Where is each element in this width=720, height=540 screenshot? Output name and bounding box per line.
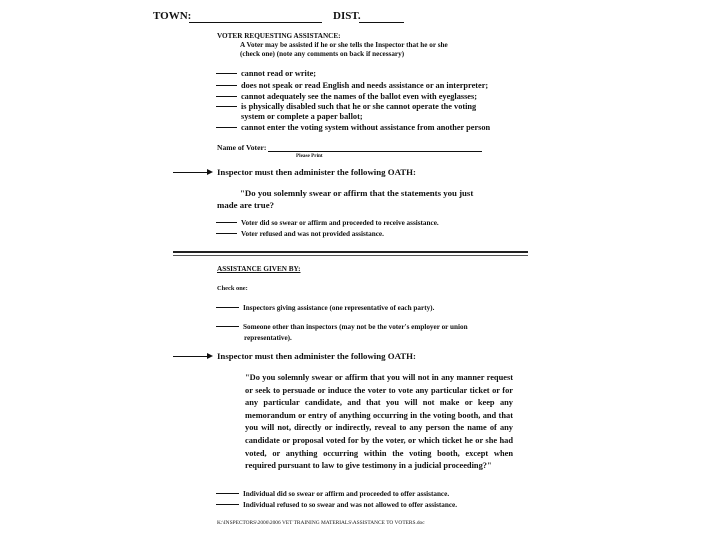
reason-cannot-read-write[interactable]: cannot read or write; (216, 69, 316, 78)
voter-name-label: Name of Voter: (217, 143, 267, 152)
checkbox-line[interactable] (216, 233, 237, 234)
section1-title: VOTER REQUESTING ASSISTANCE: (217, 32, 341, 40)
town-label: TOWN: (153, 10, 192, 22)
outcome-refused[interactable]: Voter refused and was not provided assistance. (216, 230, 384, 238)
section1-intro-1: A Voter may be assisted if he or she tells the Inspector that he or she (240, 41, 448, 49)
outcome-individual-refused[interactable]: Individual refused to so swear and was not allowed to offer assistance. (216, 501, 457, 509)
voter-name-field[interactable] (268, 151, 482, 152)
checkbox-line[interactable] (216, 106, 237, 107)
checkbox-line[interactable] (216, 493, 239, 494)
oath-question-2: made are true? (217, 200, 274, 210)
outcome-swore[interactable]: Voter did so swear or affirm and proceeded to receive assistance. (216, 219, 439, 227)
section-divider (173, 251, 528, 253)
option-someone-else[interactable]: Someone other than inspectors (may not be the voter's employer or union (216, 323, 468, 331)
check-one-label: Check one: (217, 285, 248, 292)
section-divider-thin (173, 255, 528, 256)
option-someone-else-cont: representative). (244, 334, 292, 342)
option-inspectors[interactable]: Inspectors giving assistance (one representative of each party). (216, 304, 434, 312)
section2-title: ASSISTANCE GIVEN BY: (217, 265, 301, 273)
arrow-line (173, 356, 208, 357)
outcome-individual-swore[interactable]: Individual did so swear or affirm and proceeded to offer assistance. (216, 490, 449, 498)
checkbox-line[interactable] (216, 222, 237, 223)
assistant-oath-text: "Do you solemnly swear or affirm that you will not in any manner request or seek to persuade or induce the voter to vote any particular ticket or for any particular candidate, and that you will not make or keep any memorandum or entry of anything occurring in the voting booth, and that you will not, directly or indirectly, reveal to any person the name of any candidate or proposal voted for by the voter, or which ticket he or she had voted, or anything occurring within the voting booth, except when required pursuant to law to give testimony in a judicial proceeding?" (245, 373, 513, 471)
oath-question-1: "Do you solemnly swear or affirm that the statements you just (240, 188, 474, 198)
reason-cannot-see[interactable]: cannot adequately see the names of the ballot even with eyeglasses; (216, 92, 477, 101)
reason-disabled[interactable]: is physically disabled such that he or she cannot operate the voting (216, 102, 476, 111)
oath-instruction-1: Inspector must then administer the following OATH: (217, 167, 416, 177)
reason-cannot-enter[interactable]: cannot enter the voting system without assistance from another person (216, 123, 490, 132)
checkbox-line[interactable] (216, 127, 237, 128)
dist-field[interactable] (359, 22, 404, 23)
checkbox-line[interactable] (216, 326, 239, 327)
file-path-footer: K:\INSPECTORS\2006\2006 VET TRAINING MATERIALS\ASSISTANCE TO VOTERS.doc (217, 520, 425, 526)
reason-english[interactable]: does not speak or read English and needs assistance or an interpreter; (216, 81, 488, 90)
checkbox-line[interactable] (216, 73, 237, 74)
checkbox-line[interactable] (216, 504, 239, 505)
dist-label: DIST. (333, 10, 361, 22)
reason-disabled-cont: system or complete a paper ballot; (241, 112, 363, 121)
please-print-note: Please Print (296, 153, 323, 159)
checkbox-line[interactable] (216, 85, 237, 86)
checkbox-line[interactable] (216, 307, 239, 308)
checkbox-line[interactable] (216, 96, 237, 97)
section1-intro-2: (check one) (note any comments on back if necessary) (240, 50, 405, 58)
arrow-line (173, 172, 208, 173)
oath-instruction-2: Inspector must then administer the following OATH: (217, 351, 416, 361)
town-field[interactable] (189, 22, 322, 23)
arrow-head (207, 353, 213, 359)
arrow-head (207, 169, 213, 175)
